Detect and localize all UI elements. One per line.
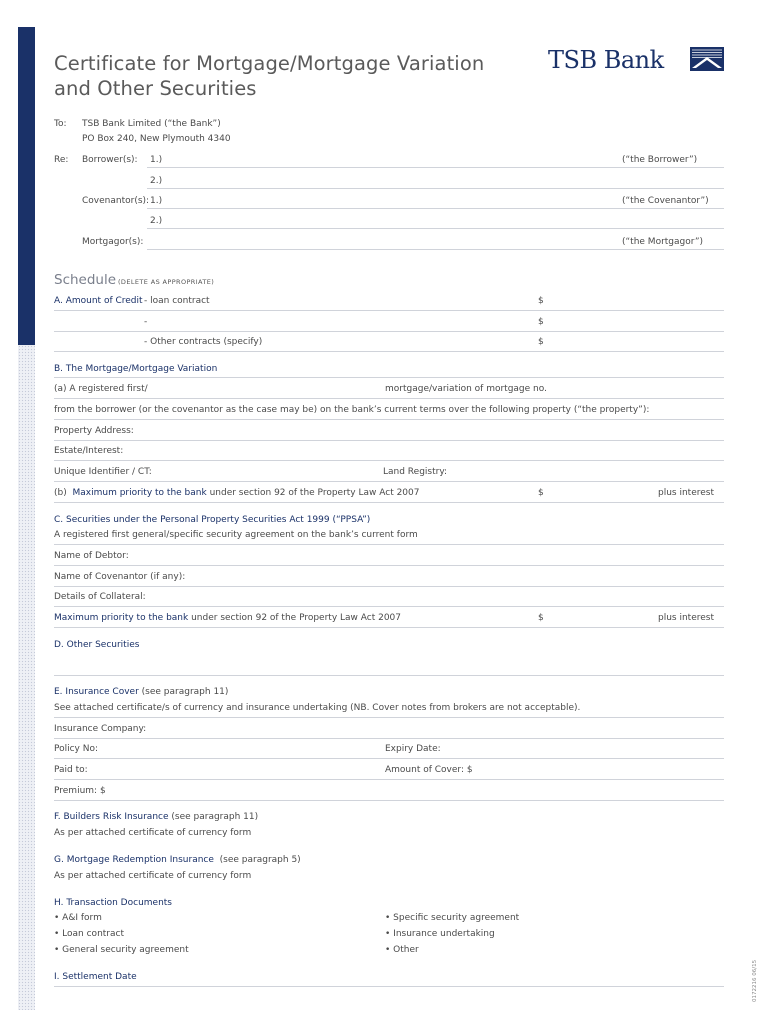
section-h-title: H. Transaction Documents — [54, 898, 172, 908]
name-of-covenantor-label: Name of Covenantor (if any): — [54, 572, 186, 582]
section-d-title: D. Other Securities — [54, 640, 140, 650]
estate-interest-field[interactable] — [54, 460, 724, 461]
registered-first-label: (a) A registered first/ — [54, 384, 148, 394]
blank-contract-dash: - — [144, 317, 148, 327]
schedule-heading: Schedule — [54, 272, 117, 288]
to-line1: TSB Bank Limited (“the Bank”) — [82, 119, 221, 129]
paid-to-field[interactable] — [54, 779, 724, 780]
section-e-divider — [54, 717, 724, 718]
name-of-covenantor-field[interactable] — [54, 586, 724, 587]
section-e-heading — [54, 687, 228, 697]
section-e-text: See attached certificate/s of currency and insurance undertaking (NB. Cover notes from brokers are not acceptable). — [54, 703, 581, 713]
sidebar-accent-bar — [18, 27, 35, 345]
section-g-title-suffix: (see paragraph 5) — [219, 855, 301, 865]
other-securities-field[interactable] — [54, 675, 724, 676]
section-b-plus-interest: plus interest — [658, 488, 714, 498]
covenantor-1-field[interactable] — [147, 208, 724, 209]
section-a-title: A. Amount of Credit — [54, 296, 143, 306]
doc-item-general-security[interactable]: • General security agreement — [54, 945, 189, 955]
borrower-1-number: 1.) — [150, 155, 163, 165]
borrower-2-number: 2.) — [150, 176, 163, 186]
section-c-max-priority-rest: under section 92 of the Property Law Act 2007 — [191, 613, 402, 623]
mortgagors-label: Mortgagor(s): — [82, 237, 144, 247]
covenantor-suffix: (“the Covenantor”) — [622, 196, 709, 206]
to-line2: PO Box 240, New Plymouth 4340 — [82, 134, 231, 144]
doc-item-insurance-undertaking[interactable]: • Insurance undertaking — [385, 929, 495, 939]
tsb-bank-logo-text: TSB Bank — [548, 46, 664, 74]
premium-label: Premium: $ — [54, 786, 106, 796]
other-contracts-dollar: $ — [538, 337, 544, 347]
estate-interest-label: Estate/Interest: — [54, 446, 124, 456]
details-of-collateral-field[interactable] — [54, 606, 724, 607]
registered-first-field[interactable] — [54, 398, 724, 399]
doc-item-af-form[interactable]: • A&I form — [54, 913, 102, 923]
section-c-dollar: $ — [538, 613, 544, 623]
covenantors-label: Covenantor(s): — [82, 196, 150, 206]
insurance-company-label: Insurance Company: — [54, 724, 147, 734]
policy-no-label: Policy No: — [54, 744, 99, 754]
section-f-text: As per attached certificate of currency form — [54, 828, 252, 838]
unique-identifier-field[interactable] — [54, 481, 724, 482]
page-title-line2: and Other Securities — [54, 77, 257, 100]
section-g-text: As per attached certificate of currency form — [54, 871, 252, 881]
property-address-label: Property Address: — [54, 426, 134, 436]
blank-contract-field[interactable] — [54, 331, 724, 332]
section-c-max-priority — [54, 613, 401, 623]
covenantor-2-field[interactable] — [147, 228, 724, 229]
loan-contract-label: - loan contract — [144, 296, 210, 306]
paid-to-label: Paid to: — [54, 765, 88, 775]
re-label: Re: — [54, 155, 69, 165]
section-g-heading — [54, 855, 301, 865]
policy-no-field[interactable] — [54, 758, 724, 759]
section-b-max-priority — [54, 488, 420, 498]
from-borrower-text: from the borrower (or the covenantor as the case may be) on the bank’s current terms over the following property (“the property”): — [54, 405, 650, 415]
property-address-field[interactable] — [54, 440, 724, 441]
other-contracts-field[interactable] — [54, 351, 724, 352]
covenantor-2-number: 2.) — [150, 216, 163, 226]
form-code: 0172216 06/15 — [752, 959, 758, 1002]
name-of-debtor-field[interactable] — [54, 565, 724, 566]
section-b-max-priority-rest: under section 92 of the Property Law Act 2007 — [209, 488, 420, 498]
section-f-title: F. Builders Risk Insurance — [54, 812, 169, 822]
name-of-debtor-label: Name of Debtor: — [54, 551, 129, 561]
schedule-note: (DELETE AS APPROPRIATE) — [118, 278, 215, 286]
covenantor-1-number: 1.) — [150, 196, 163, 206]
to-label: To: — [54, 119, 67, 129]
section-e-title-suffix: (see paragraph 11) — [141, 687, 229, 697]
borrowers-label: Borrower(s): — [82, 155, 138, 165]
doc-item-specific-security[interactable]: • Specific security agreement — [385, 913, 520, 923]
section-f-title-suffix: (see paragraph 11) — [171, 812, 259, 822]
section-c-divider — [54, 544, 724, 545]
unique-identifier-label: Unique Identifier / CT: — [54, 467, 152, 477]
section-b-title: B. The Mortgage/Mortgage Variation — [54, 364, 218, 374]
section-e-title: E. Insurance Cover — [54, 687, 139, 697]
section-c-plus-interest: plus interest — [658, 613, 714, 623]
premium-field[interactable] — [54, 800, 724, 801]
page-title-line1: Certificate for Mortgage/Mortgage Variation — [54, 52, 485, 75]
section-c-title: C. Securities under the Personal Property Securities Act 1999 (“PPSA”) — [54, 515, 371, 525]
loan-contract-field[interactable] — [54, 310, 724, 311]
other-contracts-label: - Other contracts (specify) — [144, 337, 263, 347]
borrower-1-field[interactable] — [147, 167, 724, 168]
mortgagor-suffix: (“the Mortgagor”) — [622, 237, 704, 247]
land-registry-label: Land Registry: — [383, 467, 448, 477]
section-b-max-priority-label: Maximum priority to the bank — [72, 488, 207, 498]
section-c-max-priority-label: Maximum priority to the bank — [54, 613, 189, 623]
doc-item-loan-contract[interactable]: • Loan contract — [54, 929, 124, 939]
details-of-collateral-label: Details of Collateral: — [54, 592, 146, 602]
sidebar-dotted-pattern — [18, 345, 35, 1010]
loan-contract-dollar: $ — [538, 296, 544, 306]
borrower-suffix: (“the Borrower”) — [622, 155, 698, 165]
amount-of-cover-label: Amount of Cover: $ — [385, 765, 473, 775]
section-i-title: I. Settlement Date — [54, 972, 137, 982]
doc-item-other[interactable]: • Other — [385, 945, 419, 955]
section-g-title: G. Mortgage Redemption Insurance — [54, 855, 214, 865]
section-b-dollar: $ — [538, 488, 544, 498]
from-borrower-divider — [54, 419, 724, 420]
section-b-b-prefix: (b) — [54, 488, 67, 498]
mortgagor-field[interactable] — [147, 249, 724, 250]
section-c-text: A registered first general/specific security agreement on the bank’s current form — [54, 530, 418, 540]
section-b-divider — [54, 377, 724, 378]
borrower-2-field[interactable] — [147, 188, 724, 189]
expiry-date-label: Expiry Date: — [385, 744, 441, 754]
section-b-max-priority-field[interactable] — [54, 502, 724, 503]
tsb-bank-logo-icon — [690, 47, 724, 71]
mortgage-variation-no-label: mortgage/variation of mortgage no. — [385, 384, 547, 394]
section-c-max-priority-field[interactable] — [54, 627, 724, 628]
insurance-company-field[interactable] — [54, 738, 724, 739]
settlement-date-field[interactable] — [54, 986, 724, 987]
section-f-heading — [54, 812, 258, 822]
blank-contract-dollar: $ — [538, 317, 544, 327]
